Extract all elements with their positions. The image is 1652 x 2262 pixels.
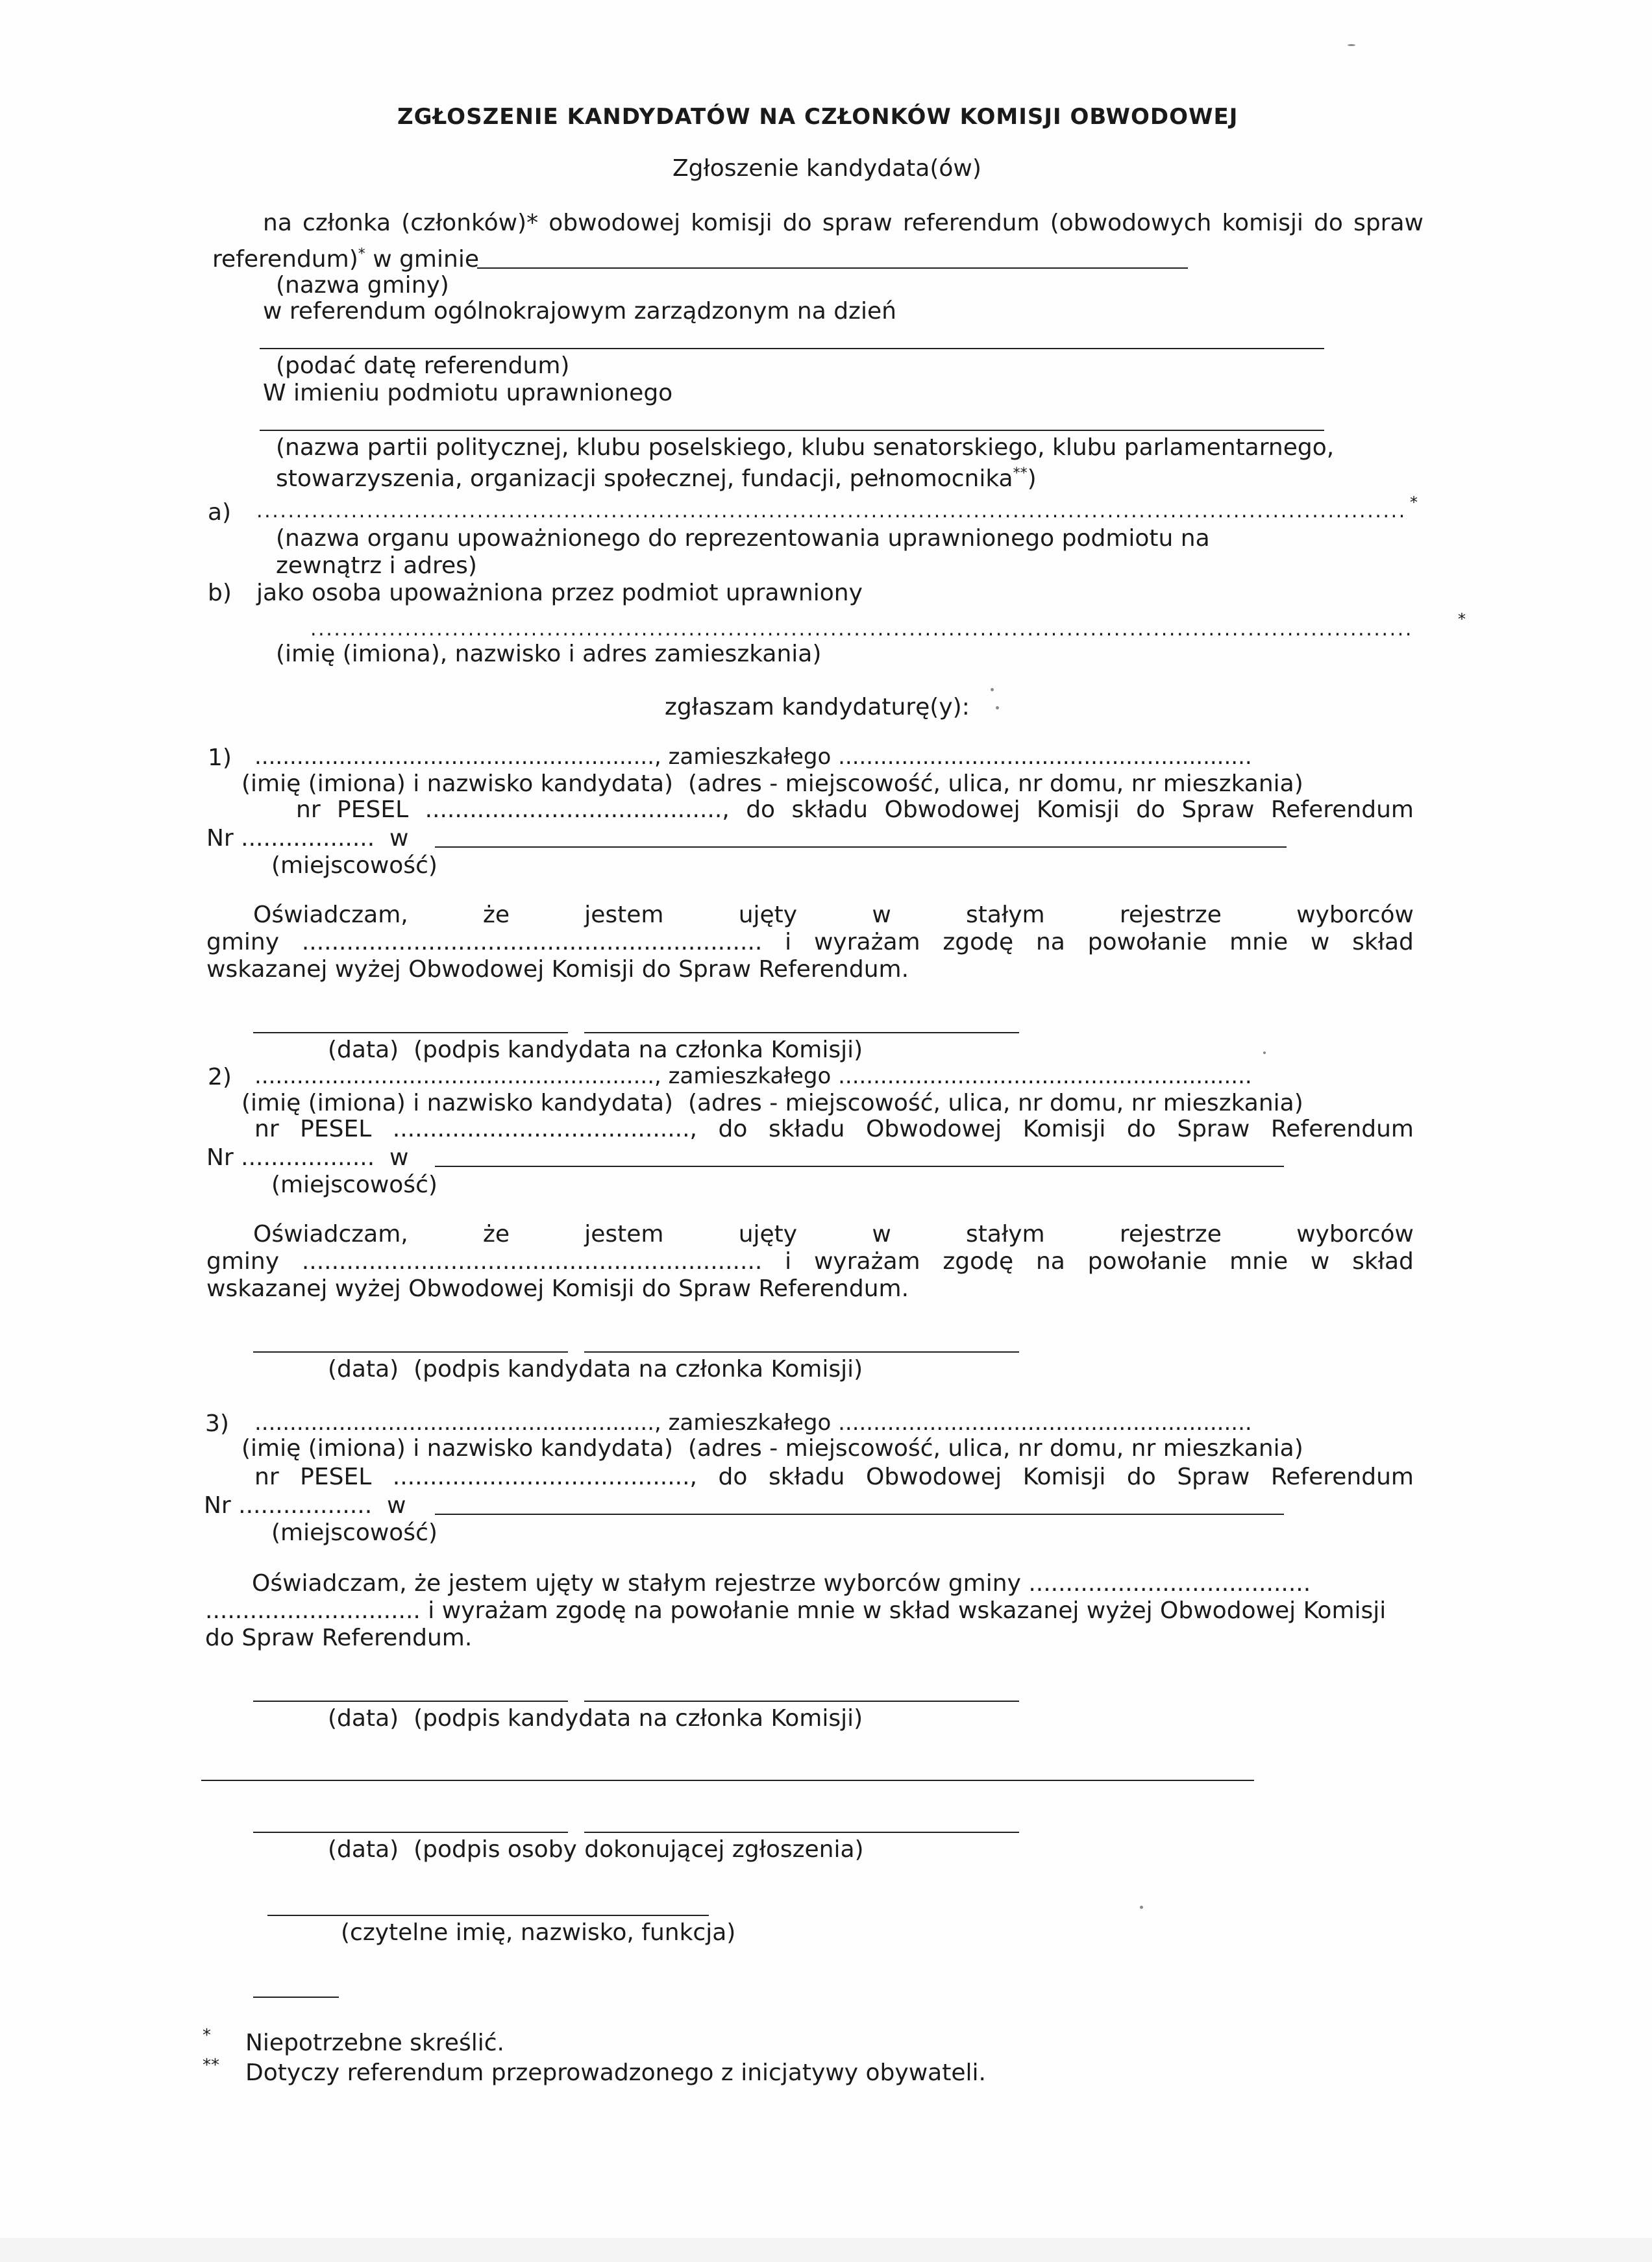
- date-field-line[interactable]: [260, 348, 1324, 349]
- footnote-separator: [253, 1997, 339, 1998]
- option-b-field[interactable]: ............................................................................................................................................: [310, 618, 1414, 641]
- candidate-1-place-caption: (miejscowość): [271, 852, 438, 879]
- candidate-1-name-caption: (imię (imiona) i nazwisko kandydata) (adres - miejscowość, ulica, nr domu, nr mieszkania): [241, 770, 1303, 797]
- option-a-caption-2: zewnątrz i adres): [276, 552, 477, 579]
- footnote-1-mark: *: [203, 2026, 211, 2045]
- option-b-caption: (imię (imiona), nazwisko i adres zamieszkania): [276, 641, 822, 667]
- candidate-1-place-line[interactable]: [435, 846, 1287, 848]
- candidate-3-name-caption: (imię (imiona) i nazwisko kandydata) (adres - miejscowość, ulica, nr domu, nr mieszkania): [241, 1435, 1303, 1462]
- candidate-1-number: 1): [208, 744, 232, 771]
- candidate-1-date-line[interactable]: [253, 1032, 568, 1033]
- candidate-3-decl-line-1: Oświadczam, że jestem ujęty w stałym rejestrze wyborców gminy ......................................: [252, 1570, 1311, 1597]
- option-b-marker: b): [208, 580, 232, 606]
- nominate-heading: zgłaszam kandydaturę(y):: [665, 694, 970, 720]
- candidate-3-number: 3): [205, 1410, 229, 1437]
- candidate-2-place-caption: (miejscowość): [271, 1172, 438, 1198]
- candidate-1-nr-label[interactable]: Nr .................. w: [206, 825, 409, 852]
- intro-line-1: na członka (członków)* obwodowej komisji do spraw referendum (obwodowych komisji do spraw: [263, 210, 1424, 236]
- candidate-3-pesel-line: nr PESEL ........................................, do składu Obwodowej Komisji do Spraw Referendum: [254, 1464, 1414, 1490]
- submitter-sign-caption: (data) (podpis osoby dokonującej zgłoszenia): [328, 1836, 864, 1863]
- option-a-field[interactable]: ..................................................................................................................................................: [256, 500, 1407, 522]
- candidate-2-name-line[interactable]: ........................................................., zamieszkałego ...........................................................: [254, 1063, 1252, 1089]
- option-b-star: *: [1458, 610, 1466, 628]
- candidate-2-name-caption: (imię (imiona) i nazwisko kandydata) (adres - miejscowość, ulica, nr domu, nr mieszkania): [241, 1090, 1303, 1116]
- footnote-2-text: Dotyczy referendum przeprowadzonego z inicjatywy obywateli.: [245, 2059, 986, 2086]
- entity-field-line[interactable]: [260, 430, 1324, 431]
- candidate-2-decl-line-2: gminy .............................................................. i wyrażam zgodę na powołanie mnie w skład: [206, 1248, 1414, 1275]
- submitter-signature-line[interactable]: [584, 1832, 1019, 1833]
- candidate-2-signature-line[interactable]: [584, 1351, 1019, 1353]
- candidate-1-sign-caption: (data) (podpis kandydata na członka Komisji): [328, 1037, 863, 1063]
- candidate-1-pesel-line: nr PESEL ........................................, do składu Obwodowej Komisji do Spraw Referendum: [296, 796, 1414, 823]
- gmina-field-line[interactable]: [477, 267, 1188, 269]
- candidate-1-decl-line-1: Oświadczam, że jestem ujęty w stałym rejestrze wyborców: [253, 902, 1414, 928]
- submitter-name-line[interactable]: [267, 1915, 709, 1916]
- scan-speck: [991, 688, 994, 691]
- scan-speck: [1263, 1051, 1266, 1054]
- submitter-date-line[interactable]: [253, 1832, 568, 1833]
- submitter-name-caption: (czytelne imię, nazwisko, funkcja): [341, 1919, 736, 1946]
- section-divider: [201, 1780, 1254, 1781]
- gmina-caption: (nazwa gminy): [276, 272, 449, 299]
- candidate-3-decl-line-3: do Spraw Referendum.: [205, 1625, 473, 1651]
- candidate-3-date-line[interactable]: [253, 1701, 568, 1702]
- candidate-3-decl-line-2: ............................. i wyrażam zgodę na powołanie mnie w skład wskazanej wyżej Obwodowej Komisji: [205, 1597, 1387, 1624]
- candidate-1-signature-line[interactable]: [584, 1032, 1019, 1033]
- candidate-1-name-line[interactable]: ........................................................., zamieszkałego ...........................................................: [254, 744, 1252, 770]
- scan-speck: [1140, 1906, 1143, 1909]
- option-a-star: *: [1410, 493, 1418, 511]
- scan-speck: [1348, 44, 1355, 46]
- candidate-3-place-line[interactable]: [435, 1514, 1284, 1515]
- candidate-1-decl-line-3: wskazanej wyżej Obwodowej Komisji do Spraw Referendum.: [206, 956, 909, 983]
- entity-line: W imieniu podmiotu uprawnionego: [263, 380, 673, 406]
- referendum-line: w referendum ogólnokrajowym zarządzonym na dzień: [263, 298, 896, 325]
- candidate-1-decl-line-2: gminy .............................................................. i wyrażam zgodę na powołanie mnie w skład: [206, 929, 1414, 955]
- candidate-3-name-line[interactable]: ........................................................., zamieszkałego ...........................................................: [254, 1410, 1252, 1436]
- option-a-caption-1: (nazwa organu upoważnionego do reprezentowania uprawnionego podmiotu na: [276, 525, 1210, 552]
- candidate-2-number: 2): [208, 1064, 232, 1090]
- scan-speck: [996, 706, 999, 709]
- candidate-3-nr-label[interactable]: Nr .................. w: [204, 1492, 406, 1519]
- intro-line-2: referendum)* w gminie: [212, 246, 479, 273]
- document-subtitle: Zgłoszenie kandydata(ów): [672, 155, 981, 182]
- footnote-2-mark: **: [203, 2056, 219, 2075]
- option-b-text: jako osoba upoważniona przez podmiot uprawniony: [256, 580, 863, 606]
- candidate-2-nr-label[interactable]: Nr .................. w: [206, 1144, 409, 1171]
- candidate-2-sign-caption: (data) (podpis kandydata na członka Komisji): [328, 1356, 863, 1383]
- candidate-3-signature-line[interactable]: [584, 1701, 1019, 1702]
- candidate-2-decl-line-3: wskazanej wyżej Obwodowej Komisji do Spraw Referendum.: [206, 1275, 909, 1302]
- candidate-3-place-caption: (miejscowość): [271, 1519, 438, 1546]
- entity-caption-1: (nazwa partii politycznej, klubu poselskiego, klubu senatorskiego, klubu parlamentarnego,: [276, 434, 1335, 461]
- date-caption: (podać datę referendum): [276, 352, 570, 379]
- candidate-2-place-line[interactable]: [435, 1166, 1284, 1167]
- candidate-2-pesel-line: nr PESEL ........................................, do składu Obwodowej Komisji do Spraw Referendum: [254, 1116, 1414, 1142]
- option-a-marker: a): [208, 499, 232, 526]
- candidate-2-date-line[interactable]: [253, 1351, 568, 1353]
- footnote-1-text: Niepotrzebne skreślić.: [245, 2030, 504, 2056]
- candidate-3-sign-caption: (data) (podpis kandydata na członka Komisji): [328, 1705, 863, 1732]
- document-title: ZGŁOSZENIE KANDYDATÓW NA CZŁONKÓW KOMISJI OBWODOWEJ: [397, 104, 1239, 130]
- candidate-2-decl-line-1: Oświadczam, że jestem ujęty w stałym rejestrze wyborców: [253, 1221, 1414, 1248]
- entity-caption-2: stowarzyszenia, organizacji społecznej, fundacji, pełnomocnika**): [276, 465, 1037, 492]
- scan-bottom-edge: [0, 2238, 1652, 2262]
